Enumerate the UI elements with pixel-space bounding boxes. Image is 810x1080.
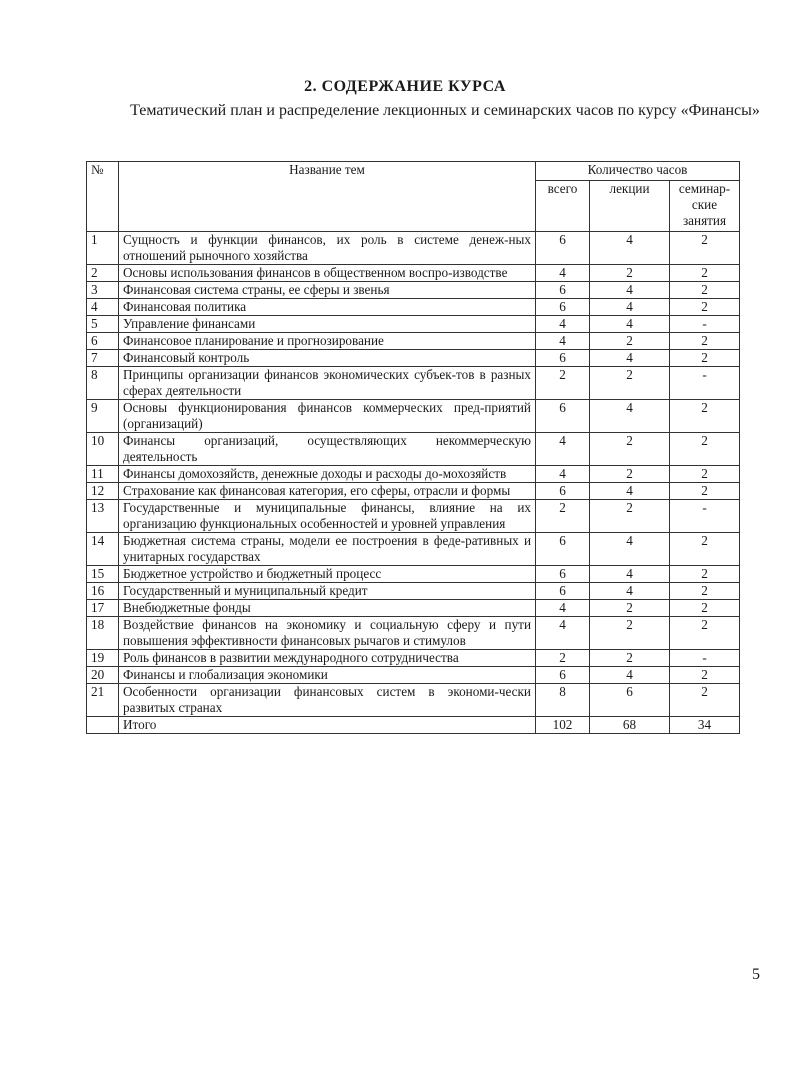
row-total-hours: 6 (536, 299, 590, 316)
page-number: 5 (752, 966, 760, 983)
row-lecture-hours: 4 (590, 483, 670, 500)
row-topic-name: Роль финансов в развитии международного сотрудничества (119, 650, 536, 667)
row-number: 14 (87, 533, 119, 566)
table-row (87, 433, 740, 466)
row-topic-name: Финансы и глобализация экономики (119, 667, 536, 684)
row-lecture-hours: 2 (590, 650, 670, 667)
row-total-hours: 2 (536, 650, 590, 667)
row-seminar-hours: 2 (670, 483, 740, 500)
row-lecture-hours: 4 (590, 282, 670, 299)
row-number: 10 (87, 433, 119, 466)
row-number: 15 (87, 566, 119, 583)
table-row (87, 466, 740, 483)
row-lecture-hours: 6 (590, 684, 670, 717)
row-total-hours: 4 (536, 617, 590, 650)
row-lecture-hours: 4 (590, 316, 670, 333)
total-row-seminars: 34 (670, 717, 740, 734)
row-seminar-hours: 2 (670, 466, 740, 483)
table-row (87, 333, 740, 350)
table-row (87, 232, 740, 265)
table-body (87, 232, 740, 717)
row-total-hours: 6 (536, 400, 590, 433)
table-row (87, 650, 740, 667)
row-number: 20 (87, 667, 119, 684)
row-number: 3 (87, 282, 119, 299)
row-topic-name: Государственный и муниципальный кредит (119, 583, 536, 600)
row-lecture-hours: 4 (590, 533, 670, 566)
row-seminar-hours: 2 (670, 617, 740, 650)
row-number: 1 (87, 232, 119, 265)
table-row (87, 400, 740, 433)
table-row (87, 566, 740, 583)
total-row-label: Итого (119, 717, 536, 734)
row-number: 8 (87, 367, 119, 400)
table-row (87, 367, 740, 400)
row-seminar-hours: 2 (670, 282, 740, 299)
row-topic-name: Принципы организации финансов экономических субъек-тов в разных сферах деятельности (119, 367, 536, 400)
row-total-hours: 4 (536, 600, 590, 617)
row-total-hours: 4 (536, 316, 590, 333)
row-number: 21 (87, 684, 119, 717)
row-number: 19 (87, 650, 119, 667)
row-total-hours: 4 (536, 265, 590, 282)
row-seminar-hours: 2 (670, 265, 740, 282)
row-lecture-hours: 2 (590, 600, 670, 617)
table-row (87, 667, 740, 684)
row-lecture-hours: 2 (590, 265, 670, 282)
row-seminar-hours: - (670, 650, 740, 667)
row-number: 6 (87, 333, 119, 350)
row-total-hours: 6 (536, 667, 590, 684)
row-total-hours: 6 (536, 232, 590, 265)
row-total-hours: 2 (536, 500, 590, 533)
row-topic-name: Финансы домохозяйств, денежные доходы и расходы до-мохозяйств (119, 466, 536, 483)
row-total-hours: 6 (536, 483, 590, 500)
row-topic-name: Финансовая система страны, ее сферы и звенья (119, 282, 536, 299)
table-row (87, 265, 740, 282)
row-lecture-hours: 4 (590, 667, 670, 684)
row-seminar-hours: - (670, 367, 740, 400)
row-topic-name: Финансовое планирование и прогнозирование (119, 333, 536, 350)
row-topic-name: Воздействие финансов на экономику и социальную сферу и пути повышения эффективности финансовых рычагов и стимулов (119, 617, 536, 650)
header-topic-name: Название тем (119, 162, 536, 232)
row-total-hours: 4 (536, 333, 590, 350)
row-seminar-hours: 2 (670, 433, 740, 466)
total-row-lectures: 68 (590, 717, 670, 734)
row-number: 13 (87, 500, 119, 533)
row-lecture-hours: 2 (590, 466, 670, 483)
row-lecture-hours: 4 (590, 583, 670, 600)
row-topic-name: Бюджетная система страны, модели ее построения в феде-ративных и унитарных государствах (119, 533, 536, 566)
row-total-hours: 8 (536, 684, 590, 717)
row-number: 18 (87, 617, 119, 650)
row-lecture-hours: 2 (590, 333, 670, 350)
table-row (87, 583, 740, 600)
total-row-number (87, 717, 119, 734)
row-topic-name: Сущность и функции финансов, их роль в системе денеж-ных отношений рыночного хозяйства (119, 232, 536, 265)
row-lecture-hours: 4 (590, 350, 670, 367)
row-lecture-hours: 4 (590, 299, 670, 316)
header-hours-count: Количество часов (536, 162, 740, 181)
row-seminar-hours: 2 (670, 600, 740, 617)
header-total: всего (536, 181, 590, 232)
row-total-hours: 6 (536, 282, 590, 299)
row-lecture-hours: 4 (590, 566, 670, 583)
row-total-hours: 4 (536, 466, 590, 483)
table-row (87, 617, 740, 650)
row-topic-name: Государственные и муниципальные финансы, влияние на их организацию функциональных особенностей и уровней управления (119, 500, 536, 533)
row-lecture-hours: 4 (590, 232, 670, 265)
row-seminar-hours: 2 (670, 400, 740, 433)
row-topic-name: Внебюджетные фонды (119, 600, 536, 617)
row-seminar-hours: 2 (670, 333, 740, 350)
row-number: 11 (87, 466, 119, 483)
table-row (87, 350, 740, 367)
row-number: 12 (87, 483, 119, 500)
row-topic-name: Финансовая политика (119, 299, 536, 316)
row-number: 17 (87, 600, 119, 617)
table-total-row (87, 717, 740, 734)
thematic-plan-table (86, 161, 740, 734)
row-number: 7 (87, 350, 119, 367)
row-number: 4 (87, 299, 119, 316)
table-row (87, 600, 740, 617)
row-lecture-hours: 2 (590, 433, 670, 466)
row-topic-name: Основы функционирования финансов коммерческих пред-приятий (организаций) (119, 400, 536, 433)
row-topic-name: Основы использования финансов в общественном воспро-изводстве (119, 265, 536, 282)
table-row (87, 299, 740, 316)
row-seminar-hours: 2 (670, 299, 740, 316)
row-lecture-hours: 4 (590, 400, 670, 433)
row-number: 16 (87, 583, 119, 600)
row-lecture-hours: 2 (590, 617, 670, 650)
row-number: 5 (87, 316, 119, 333)
section-heading: 2. СОДЕРЖАНИЕ КУРСА (304, 78, 506, 95)
row-seminar-hours: 2 (670, 566, 740, 583)
row-total-hours: 6 (536, 350, 590, 367)
row-seminar-hours: 2 (670, 533, 740, 566)
row-seminar-hours: 2 (670, 583, 740, 600)
row-topic-name: Финансовый контроль (119, 350, 536, 367)
row-number: 9 (87, 400, 119, 433)
total-row-all-hours: 102 (536, 717, 590, 734)
row-lecture-hours: 2 (590, 367, 670, 400)
table-row (87, 500, 740, 533)
row-total-hours: 2 (536, 367, 590, 400)
row-number: 2 (87, 265, 119, 282)
row-total-hours: 6 (536, 566, 590, 583)
header-lectures: лекции (590, 181, 670, 232)
table-caption: Тематический план и распределение лекционных и семинарских часов по курсу «Финансы» (130, 102, 760, 119)
row-total-hours: 6 (536, 583, 590, 600)
row-topic-name: Страхование как финансовая категория, его сферы, отрасли и формы (119, 483, 536, 500)
row-seminar-hours: - (670, 500, 740, 533)
row-seminar-hours: 2 (670, 232, 740, 265)
row-seminar-hours: 2 (670, 667, 740, 684)
table-row (87, 282, 740, 299)
row-topic-name: Особенности организации финансовых систем в экономи-чески развитых странах (119, 684, 536, 717)
row-seminar-hours: - (670, 316, 740, 333)
row-seminar-hours: 2 (670, 684, 740, 717)
table-row (87, 684, 740, 717)
row-total-hours: 6 (536, 533, 590, 566)
table-row (87, 483, 740, 500)
row-total-hours: 4 (536, 433, 590, 466)
row-seminar-hours: 2 (670, 350, 740, 367)
row-topic-name: Финансы организаций, осуществляющих некоммерческую деятельность (119, 433, 536, 466)
header-number: № (87, 162, 119, 232)
header-seminars: семинар-ские занятия (670, 181, 740, 232)
row-topic-name: Бюджетное устройство и бюджетный процесс (119, 566, 536, 583)
row-lecture-hours: 2 (590, 500, 670, 533)
table-row (87, 316, 740, 333)
row-topic-name: Управление финансами (119, 316, 536, 333)
table-row (87, 533, 740, 566)
